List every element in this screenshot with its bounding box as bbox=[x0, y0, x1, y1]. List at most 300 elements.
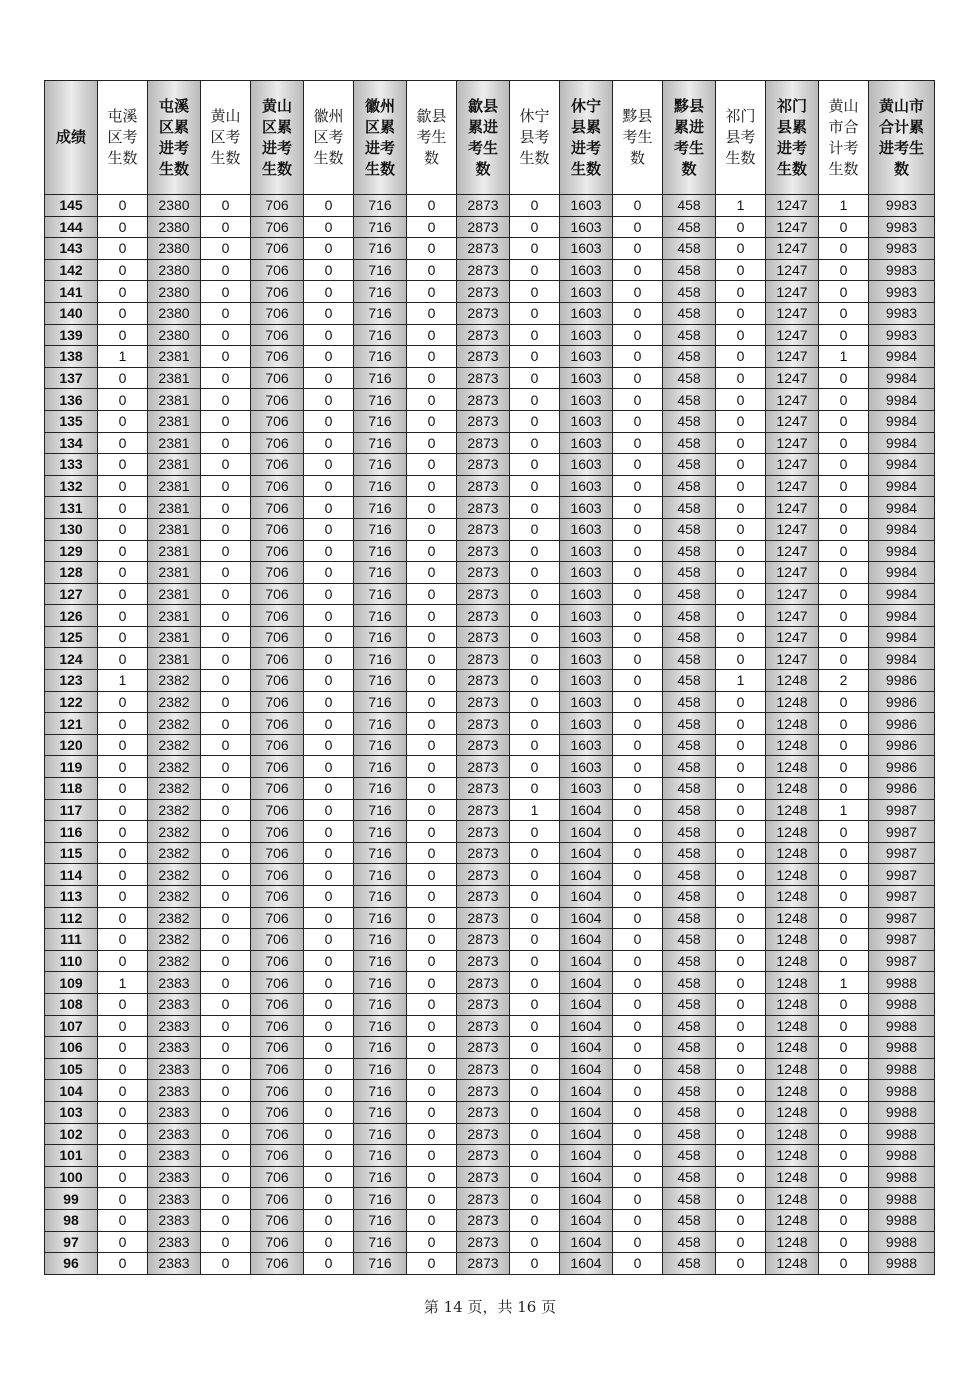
count-cell: 0 bbox=[407, 454, 457, 476]
count-cell: 458 bbox=[663, 691, 716, 713]
count-cell: 9987 bbox=[869, 821, 935, 843]
count-cell: 0 bbox=[613, 1080, 663, 1102]
count-cell: 0 bbox=[304, 907, 354, 929]
count-cell: 0 bbox=[716, 281, 766, 303]
score-cell: 108 bbox=[45, 993, 98, 1015]
count-cell: 1603 bbox=[560, 583, 613, 605]
count-cell: 1 bbox=[98, 670, 148, 692]
count-cell: 458 bbox=[663, 346, 716, 368]
count-cell: 0 bbox=[510, 346, 560, 368]
count-cell: 0 bbox=[613, 324, 663, 346]
count-cell: 716 bbox=[354, 324, 407, 346]
count-cell: 0 bbox=[510, 842, 560, 864]
count-cell: 0 bbox=[613, 821, 663, 843]
count-cell: 0 bbox=[613, 778, 663, 800]
count-cell: 0 bbox=[98, 1231, 148, 1253]
count-cell: 0 bbox=[407, 778, 457, 800]
count-cell: 0 bbox=[201, 367, 251, 389]
count-cell: 2873 bbox=[457, 1058, 510, 1080]
count-cell: 9984 bbox=[869, 562, 935, 584]
count-cell: 0 bbox=[304, 389, 354, 411]
count-cell: 9984 bbox=[869, 626, 935, 648]
count-cell: 0 bbox=[510, 626, 560, 648]
count-cell: 9984 bbox=[869, 475, 935, 497]
count-cell: 1603 bbox=[560, 756, 613, 778]
count-cell: 716 bbox=[354, 1037, 407, 1059]
column-header-label: 黄山市合计考生数 bbox=[828, 96, 859, 178]
count-cell: 0 bbox=[510, 993, 560, 1015]
count-cell: 2873 bbox=[457, 907, 510, 929]
score-distribution-table bbox=[44, 80, 935, 1275]
count-cell: 706 bbox=[251, 259, 304, 281]
count-cell: 0 bbox=[304, 432, 354, 454]
count-cell: 0 bbox=[304, 540, 354, 562]
score-cell: 145 bbox=[45, 195, 98, 217]
score-cell: 98 bbox=[45, 1209, 98, 1231]
count-cell: 1248 bbox=[766, 1058, 819, 1080]
count-cell: 0 bbox=[510, 410, 560, 432]
count-cell: 0 bbox=[407, 821, 457, 843]
count-cell: 706 bbox=[251, 1058, 304, 1080]
count-cell: 0 bbox=[510, 454, 560, 476]
count-cell: 458 bbox=[663, 734, 716, 756]
count-cell: 716 bbox=[354, 410, 407, 432]
count-cell: 0 bbox=[201, 302, 251, 324]
column-header-label: 徽州区累进考生数 bbox=[364, 96, 395, 178]
table-row bbox=[45, 734, 935, 756]
count-cell: 0 bbox=[716, 605, 766, 627]
count-cell: 0 bbox=[716, 993, 766, 1015]
count-cell: 0 bbox=[716, 454, 766, 476]
count-cell: 0 bbox=[510, 518, 560, 540]
count-cell: 2873 bbox=[457, 562, 510, 584]
count-cell: 0 bbox=[304, 929, 354, 951]
count-cell: 0 bbox=[304, 1209, 354, 1231]
count-cell: 2873 bbox=[457, 410, 510, 432]
count-cell: 0 bbox=[510, 648, 560, 670]
count-cell: 0 bbox=[716, 540, 766, 562]
count-cell: 0 bbox=[716, 1231, 766, 1253]
count-cell: 2382 bbox=[148, 950, 201, 972]
count-cell: 2873 bbox=[457, 216, 510, 238]
count-cell: 1604 bbox=[560, 886, 613, 908]
count-cell: 716 bbox=[354, 367, 407, 389]
count-cell: 1603 bbox=[560, 540, 613, 562]
count-cell: 2383 bbox=[148, 993, 201, 1015]
count-cell: 458 bbox=[663, 929, 716, 951]
table-row bbox=[45, 562, 935, 584]
count-cell: 0 bbox=[716, 1101, 766, 1123]
count-cell: 1 bbox=[819, 799, 869, 821]
count-cell: 0 bbox=[407, 540, 457, 562]
count-cell: 0 bbox=[613, 886, 663, 908]
count-cell: 0 bbox=[819, 216, 869, 238]
column-header bbox=[663, 81, 716, 195]
count-cell: 9986 bbox=[869, 713, 935, 735]
count-cell: 0 bbox=[98, 605, 148, 627]
score-cell: 133 bbox=[45, 454, 98, 476]
count-cell: 2383 bbox=[148, 1231, 201, 1253]
count-cell: 706 bbox=[251, 195, 304, 217]
count-cell: 0 bbox=[819, 950, 869, 972]
count-cell: 1 bbox=[716, 670, 766, 692]
count-cell: 0 bbox=[819, 1166, 869, 1188]
count-cell: 1247 bbox=[766, 346, 819, 368]
count-cell: 9988 bbox=[869, 1080, 935, 1102]
count-cell: 1248 bbox=[766, 1080, 819, 1102]
count-cell: 2 bbox=[819, 670, 869, 692]
table-row bbox=[45, 713, 935, 735]
count-cell: 2873 bbox=[457, 346, 510, 368]
count-cell: 0 bbox=[201, 691, 251, 713]
count-cell: 0 bbox=[407, 432, 457, 454]
count-cell: 2873 bbox=[457, 1188, 510, 1210]
count-cell: 458 bbox=[663, 1080, 716, 1102]
count-cell: 0 bbox=[510, 929, 560, 951]
score-distribution-sheet bbox=[44, 80, 931, 1275]
count-cell: 1603 bbox=[560, 454, 613, 476]
count-cell: 2873 bbox=[457, 821, 510, 843]
table-row bbox=[45, 670, 935, 692]
count-cell: 0 bbox=[304, 972, 354, 994]
count-cell: 1 bbox=[510, 799, 560, 821]
count-cell: 1248 bbox=[766, 950, 819, 972]
count-cell: 1248 bbox=[766, 1253, 819, 1275]
count-cell: 2873 bbox=[457, 1015, 510, 1037]
count-cell: 706 bbox=[251, 972, 304, 994]
count-cell: 0 bbox=[407, 238, 457, 260]
column-header bbox=[819, 81, 869, 195]
count-cell: 458 bbox=[663, 864, 716, 886]
count-cell: 716 bbox=[354, 929, 407, 951]
count-cell: 9983 bbox=[869, 259, 935, 281]
count-cell: 1604 bbox=[560, 1101, 613, 1123]
count-cell: 0 bbox=[716, 410, 766, 432]
column-header bbox=[148, 81, 201, 195]
count-cell: 0 bbox=[407, 497, 457, 519]
count-cell: 1248 bbox=[766, 1123, 819, 1145]
count-cell: 2380 bbox=[148, 281, 201, 303]
count-cell: 0 bbox=[716, 1188, 766, 1210]
count-cell: 0 bbox=[201, 886, 251, 908]
score-cell: 141 bbox=[45, 281, 98, 303]
count-cell: 0 bbox=[201, 929, 251, 951]
count-cell: 0 bbox=[407, 950, 457, 972]
count-cell: 0 bbox=[407, 648, 457, 670]
count-cell: 9988 bbox=[869, 1231, 935, 1253]
count-cell: 2382 bbox=[148, 670, 201, 692]
count-cell: 2382 bbox=[148, 821, 201, 843]
count-cell: 2381 bbox=[148, 410, 201, 432]
count-cell: 716 bbox=[354, 432, 407, 454]
column-header-label: 休宁县累进考生数 bbox=[570, 96, 601, 178]
column-header-label: 黄山市合计累进考生数 bbox=[878, 96, 924, 178]
table-row bbox=[45, 497, 935, 519]
count-cell: 0 bbox=[407, 302, 457, 324]
count-cell: 0 bbox=[613, 993, 663, 1015]
column-header bbox=[510, 81, 560, 195]
count-cell: 706 bbox=[251, 1253, 304, 1275]
count-cell: 716 bbox=[354, 1015, 407, 1037]
count-cell: 0 bbox=[407, 1058, 457, 1080]
score-cell: 122 bbox=[45, 691, 98, 713]
count-cell: 0 bbox=[819, 907, 869, 929]
count-cell: 2383 bbox=[148, 1015, 201, 1037]
count-cell: 9988 bbox=[869, 972, 935, 994]
count-cell: 0 bbox=[613, 216, 663, 238]
column-header-label: 祁门县考生数 bbox=[725, 107, 756, 167]
count-cell: 0 bbox=[510, 670, 560, 692]
count-cell: 716 bbox=[354, 756, 407, 778]
count-cell: 0 bbox=[510, 864, 560, 886]
count-cell: 2381 bbox=[148, 454, 201, 476]
count-cell: 0 bbox=[716, 1058, 766, 1080]
count-cell: 2873 bbox=[457, 1101, 510, 1123]
count-cell: 0 bbox=[613, 929, 663, 951]
count-cell: 2873 bbox=[457, 1166, 510, 1188]
score-cell: 103 bbox=[45, 1101, 98, 1123]
count-cell: 706 bbox=[251, 670, 304, 692]
count-cell: 0 bbox=[819, 1145, 869, 1167]
count-cell: 0 bbox=[407, 713, 457, 735]
count-cell: 458 bbox=[663, 302, 716, 324]
count-cell: 706 bbox=[251, 886, 304, 908]
count-cell: 0 bbox=[613, 950, 663, 972]
count-cell: 9987 bbox=[869, 907, 935, 929]
count-cell: 0 bbox=[819, 367, 869, 389]
score-cell: 102 bbox=[45, 1123, 98, 1145]
count-cell: 2383 bbox=[148, 1166, 201, 1188]
table-row bbox=[45, 648, 935, 670]
count-cell: 0 bbox=[98, 713, 148, 735]
count-cell: 1604 bbox=[560, 821, 613, 843]
count-cell: 1603 bbox=[560, 778, 613, 800]
count-cell: 706 bbox=[251, 216, 304, 238]
count-cell: 0 bbox=[201, 1101, 251, 1123]
count-cell: 9984 bbox=[869, 648, 935, 670]
count-cell: 0 bbox=[510, 907, 560, 929]
count-cell: 2873 bbox=[457, 778, 510, 800]
count-cell: 0 bbox=[613, 454, 663, 476]
count-cell: 716 bbox=[354, 842, 407, 864]
count-cell: 458 bbox=[663, 432, 716, 454]
count-cell: 0 bbox=[201, 1253, 251, 1275]
count-cell: 706 bbox=[251, 993, 304, 1015]
table-row bbox=[45, 605, 935, 627]
count-cell: 0 bbox=[201, 670, 251, 692]
count-cell: 0 bbox=[407, 410, 457, 432]
count-cell: 0 bbox=[201, 648, 251, 670]
table-row bbox=[45, 950, 935, 972]
count-cell: 0 bbox=[98, 799, 148, 821]
count-cell: 1 bbox=[98, 346, 148, 368]
count-cell: 458 bbox=[663, 367, 716, 389]
count-cell: 0 bbox=[613, 1145, 663, 1167]
score-cell: 131 bbox=[45, 497, 98, 519]
count-cell: 0 bbox=[304, 691, 354, 713]
count-cell: 706 bbox=[251, 389, 304, 411]
column-header bbox=[560, 81, 613, 195]
count-cell: 716 bbox=[354, 475, 407, 497]
count-cell: 458 bbox=[663, 1037, 716, 1059]
count-cell: 0 bbox=[304, 475, 354, 497]
count-cell: 0 bbox=[304, 1231, 354, 1253]
count-cell: 0 bbox=[407, 670, 457, 692]
count-cell: 0 bbox=[98, 195, 148, 217]
count-cell: 1247 bbox=[766, 626, 819, 648]
count-cell: 706 bbox=[251, 562, 304, 584]
count-cell: 2383 bbox=[148, 972, 201, 994]
score-cell: 115 bbox=[45, 842, 98, 864]
count-cell: 458 bbox=[663, 821, 716, 843]
table-row bbox=[45, 259, 935, 281]
count-cell: 2383 bbox=[148, 1123, 201, 1145]
count-cell: 9987 bbox=[869, 864, 935, 886]
table-row bbox=[45, 842, 935, 864]
count-cell: 706 bbox=[251, 1080, 304, 1102]
count-cell: 0 bbox=[98, 238, 148, 260]
count-cell: 9983 bbox=[869, 302, 935, 324]
count-cell: 0 bbox=[98, 518, 148, 540]
count-cell: 2382 bbox=[148, 756, 201, 778]
count-cell: 0 bbox=[201, 1166, 251, 1188]
count-cell: 458 bbox=[663, 1166, 716, 1188]
count-cell: 0 bbox=[716, 886, 766, 908]
count-cell: 0 bbox=[201, 540, 251, 562]
count-cell: 2873 bbox=[457, 259, 510, 281]
count-cell: 2873 bbox=[457, 950, 510, 972]
score-cell: 112 bbox=[45, 907, 98, 929]
count-cell: 716 bbox=[354, 562, 407, 584]
count-cell: 0 bbox=[201, 605, 251, 627]
count-cell: 458 bbox=[663, 713, 716, 735]
count-cell: 716 bbox=[354, 1166, 407, 1188]
count-cell: 0 bbox=[201, 1015, 251, 1037]
count-cell: 0 bbox=[304, 670, 354, 692]
count-cell: 1604 bbox=[560, 799, 613, 821]
count-cell: 706 bbox=[251, 1123, 304, 1145]
score-cell: 135 bbox=[45, 410, 98, 432]
count-cell: 716 bbox=[354, 626, 407, 648]
count-cell: 0 bbox=[819, 1101, 869, 1123]
count-cell: 2383 bbox=[148, 1058, 201, 1080]
count-cell: 0 bbox=[819, 1080, 869, 1102]
count-cell: 0 bbox=[407, 281, 457, 303]
count-cell: 0 bbox=[407, 799, 457, 821]
count-cell: 458 bbox=[663, 972, 716, 994]
count-cell: 0 bbox=[613, 1123, 663, 1145]
count-cell: 458 bbox=[663, 670, 716, 692]
count-cell: 0 bbox=[304, 410, 354, 432]
count-cell: 0 bbox=[613, 1037, 663, 1059]
column-header bbox=[407, 81, 457, 195]
count-cell: 0 bbox=[407, 259, 457, 281]
count-cell: 2873 bbox=[457, 734, 510, 756]
count-cell: 0 bbox=[716, 1123, 766, 1145]
count-cell: 2380 bbox=[148, 238, 201, 260]
count-cell: 0 bbox=[304, 346, 354, 368]
count-cell: 0 bbox=[613, 346, 663, 368]
count-cell: 0 bbox=[201, 626, 251, 648]
count-cell: 716 bbox=[354, 993, 407, 1015]
count-cell: 1248 bbox=[766, 1037, 819, 1059]
count-cell: 2873 bbox=[457, 605, 510, 627]
count-cell: 2381 bbox=[148, 367, 201, 389]
count-cell: 1603 bbox=[560, 562, 613, 584]
score-cell: 144 bbox=[45, 216, 98, 238]
count-cell: 1247 bbox=[766, 389, 819, 411]
count-cell: 0 bbox=[201, 1058, 251, 1080]
count-cell: 716 bbox=[354, 1253, 407, 1275]
score-cell: 126 bbox=[45, 605, 98, 627]
count-cell: 716 bbox=[354, 1058, 407, 1080]
column-header bbox=[98, 81, 148, 195]
count-cell: 716 bbox=[354, 821, 407, 843]
count-cell: 0 bbox=[304, 993, 354, 1015]
count-cell: 1247 bbox=[766, 216, 819, 238]
count-cell: 0 bbox=[510, 756, 560, 778]
count-cell: 0 bbox=[510, 821, 560, 843]
count-cell: 2381 bbox=[148, 562, 201, 584]
count-cell: 9988 bbox=[869, 1037, 935, 1059]
count-cell: 1248 bbox=[766, 907, 819, 929]
count-cell: 0 bbox=[407, 972, 457, 994]
count-cell: 9986 bbox=[869, 778, 935, 800]
count-cell: 0 bbox=[716, 972, 766, 994]
count-cell: 458 bbox=[663, 605, 716, 627]
count-cell: 2383 bbox=[148, 1080, 201, 1102]
count-cell: 2382 bbox=[148, 734, 201, 756]
count-cell: 2383 bbox=[148, 1188, 201, 1210]
count-cell: 716 bbox=[354, 259, 407, 281]
count-cell: 2873 bbox=[457, 756, 510, 778]
table-row bbox=[45, 410, 935, 432]
column-header-label: 黄山区累进考生数 bbox=[261, 96, 292, 178]
count-cell: 0 bbox=[407, 605, 457, 627]
column-header bbox=[251, 81, 304, 195]
count-cell: 9988 bbox=[869, 1015, 935, 1037]
count-cell: 2873 bbox=[457, 389, 510, 411]
score-cell: 130 bbox=[45, 518, 98, 540]
count-cell: 2873 bbox=[457, 670, 510, 692]
count-cell: 0 bbox=[613, 518, 663, 540]
count-cell: 0 bbox=[819, 540, 869, 562]
count-cell: 2381 bbox=[148, 497, 201, 519]
count-cell: 0 bbox=[819, 756, 869, 778]
column-header-label: 黄山区考生数 bbox=[210, 107, 241, 167]
count-cell: 706 bbox=[251, 346, 304, 368]
count-cell: 1604 bbox=[560, 1037, 613, 1059]
count-cell: 0 bbox=[98, 540, 148, 562]
count-cell: 0 bbox=[819, 562, 869, 584]
count-cell: 0 bbox=[510, 1166, 560, 1188]
count-cell: 2873 bbox=[457, 195, 510, 217]
count-cell: 0 bbox=[201, 324, 251, 346]
count-cell: 716 bbox=[354, 1209, 407, 1231]
count-cell: 716 bbox=[354, 734, 407, 756]
count-cell: 9984 bbox=[869, 389, 935, 411]
score-cell: 120 bbox=[45, 734, 98, 756]
count-cell: 716 bbox=[354, 1101, 407, 1123]
count-cell: 2873 bbox=[457, 518, 510, 540]
count-cell: 716 bbox=[354, 216, 407, 238]
column-header bbox=[201, 81, 251, 195]
count-cell: 716 bbox=[354, 1145, 407, 1167]
count-cell: 0 bbox=[407, 1209, 457, 1231]
count-cell: 1603 bbox=[560, 324, 613, 346]
count-cell: 0 bbox=[613, 195, 663, 217]
count-cell: 2381 bbox=[148, 605, 201, 627]
